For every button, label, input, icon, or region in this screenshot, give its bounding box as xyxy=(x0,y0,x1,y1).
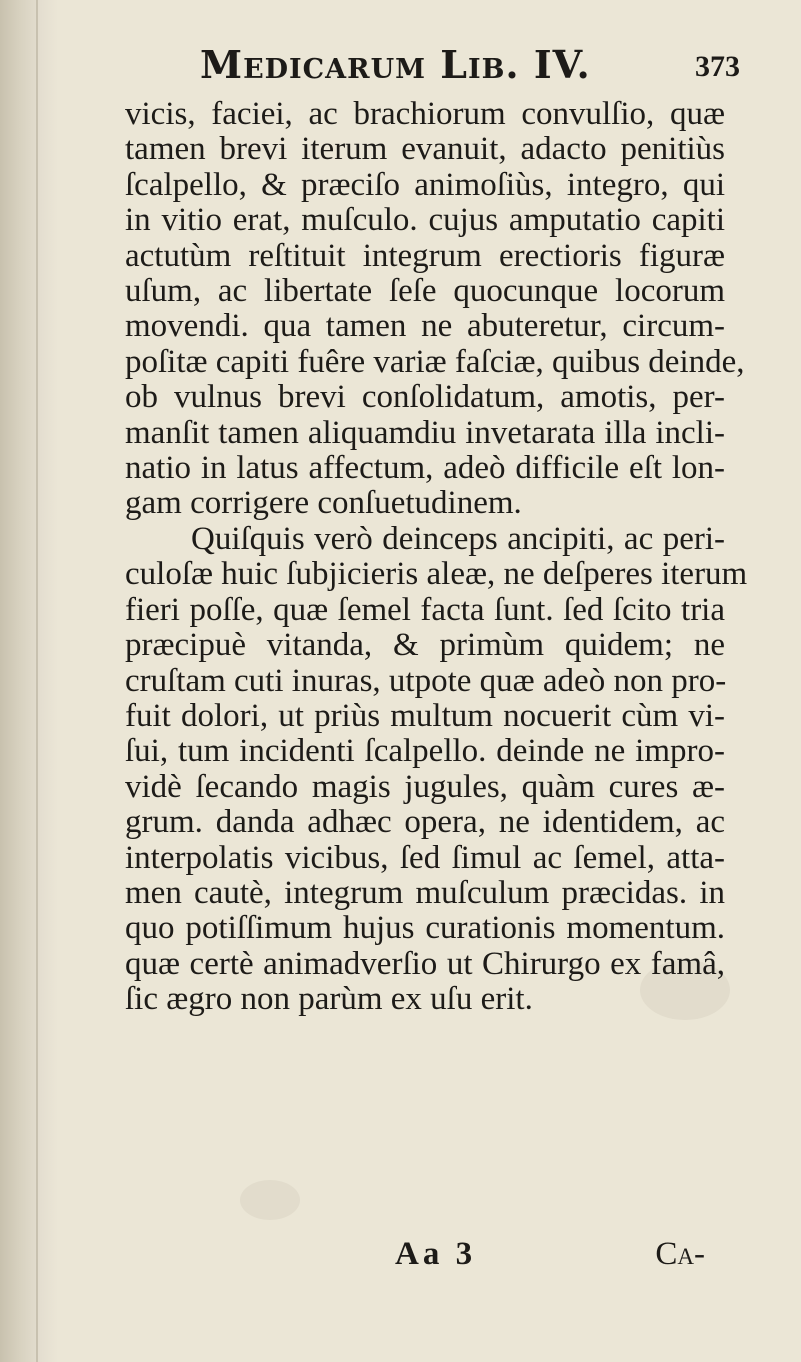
text-line: grum. danda adhæc opera, ne identidem, ac xyxy=(125,804,725,841)
text-line: vidè ſecando magis jugules, quàm cures æ- xyxy=(125,768,725,805)
text-line: in vitio erat, muſculo. cujus amputatio capiti xyxy=(125,202,725,239)
text-line: tamen brevi iterum evanuit, adacto penitiùs xyxy=(125,131,725,168)
text-line: men cautè, integrum muſculum præcidas. in xyxy=(125,874,725,911)
text-line: culoſæ huic ſubjicieris aleæ, ne deſperes iterum xyxy=(125,556,748,593)
text-line: poſitæ capiti fuêre variæ faſciæ, quibus deinde, xyxy=(125,343,745,380)
catchword: Ca- xyxy=(655,1236,705,1272)
text-line: fieri poſſe, quæ ſemel facta ſunt. ſed ſcito tria xyxy=(125,591,725,628)
text-line: interpolatis vicibus, ſed ſimul ac ſemel, atta- xyxy=(125,839,725,876)
text-line: ſic ægro non parùm ex uſu erit. xyxy=(125,981,533,1018)
text-line: præcipuè vitanda, & primùm quidem; ne xyxy=(125,627,725,664)
text-line: cruſtam cuti inuras, utpote quæ adeò non pro- xyxy=(125,662,727,699)
text-line: actutùm reſtituit integrum erectioris figuræ xyxy=(125,237,725,274)
text-line: ſcalpello, & præciſo animoſiùs, integro, qui xyxy=(125,166,725,203)
text-line: uſum, ac libertate ſeſe quocunque locorum xyxy=(125,273,725,310)
text-line: fuit dolori, ut priùs multum nocuerit cùm vi- xyxy=(125,697,725,734)
text-line: quo potiſſimum hujus curationis momentum. xyxy=(125,910,725,947)
text-line: Quiſquis verò deinceps ancipiti, ac peri- xyxy=(191,520,725,557)
paper-stain xyxy=(240,1180,300,1220)
text-line: ob vulnus brevi conſolidatum, amotis, per- xyxy=(125,379,725,416)
text-line: movendi. qua tamen ne abuteretur, circum- xyxy=(125,308,725,345)
running-head-title: Medicarum Lib. IV. xyxy=(200,42,591,87)
signature-mark: Aa 3 xyxy=(395,1236,477,1272)
page-footer xyxy=(125,1236,725,1286)
page-number: 373 xyxy=(695,50,740,83)
text-line: manſit tamen aliquamdiu invetarata illa incli- xyxy=(125,414,725,451)
binding-gutter xyxy=(0,0,58,1362)
text-line: gam corrigere conſuetudinem. xyxy=(125,485,522,522)
body-text xyxy=(125,96,748,1018)
text-line: vicis, faciei, ac brachiorum convulſio, quæ xyxy=(125,96,725,132)
text-line: natio in latus affectum, adeò difficile eſt lon- xyxy=(125,450,725,487)
running-head xyxy=(200,42,770,92)
text-line: ſui, tum incidenti ſcalpello. deinde ne impro- xyxy=(125,733,725,770)
text-line: quæ certè animadverſio ut Chirurgo ex famâ, xyxy=(125,945,725,982)
binding-edge xyxy=(36,0,38,1362)
